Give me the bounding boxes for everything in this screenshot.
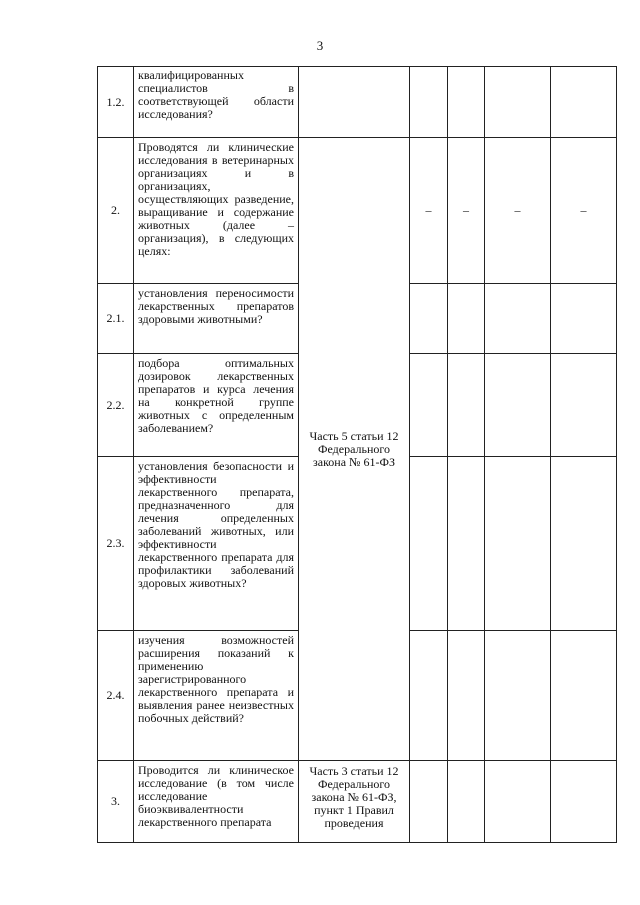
row-number: 3.	[98, 761, 134, 843]
answer-cell	[551, 631, 617, 761]
answer-cell	[485, 284, 551, 354]
checklist-table	[97, 66, 617, 843]
question-text: Проводится ли клиническое исследование (в том числе исследование биоэквивалентности лекарственного препарата	[134, 761, 299, 843]
dash-mark: –	[410, 138, 448, 284]
answer-cell	[485, 761, 551, 843]
answer-cell	[410, 631, 448, 761]
answer-cell	[410, 284, 448, 354]
table-row	[98, 761, 617, 843]
question-text: установления безопасности и эффективности лекарственного препарата, предназначенного для лечения определенных заболеваний животных, или эффективности лекарственного препарата для профилактики заболеваний здоровых животных?	[134, 457, 299, 631]
answer-cell	[485, 457, 551, 631]
row-number: 2.	[98, 138, 134, 284]
answer-cell	[448, 284, 485, 354]
table-row	[98, 67, 617, 138]
answer-cell	[551, 284, 617, 354]
answer-cell	[448, 631, 485, 761]
row-number: 2.3.	[98, 457, 134, 631]
row-number: 1.2.	[98, 67, 134, 138]
answer-cell	[410, 67, 448, 138]
answer-cell	[485, 631, 551, 761]
answer-cell	[448, 354, 485, 457]
row-number: 2.2.	[98, 354, 134, 457]
question-text: подбора оптимальных дозировок лекарственных препаратов и курса лечения на конкретной группе животных с определенным заболеванием?	[134, 354, 299, 457]
answer-cell	[410, 761, 448, 843]
answer-cell	[551, 67, 617, 138]
question-text: Проводятся ли клинические исследования в ветеринарных организациях и в организациях, осуществляющих разведение, выращивание и содержание животных (далее – организация), в следующих целях:	[134, 138, 299, 284]
dash-mark: –	[485, 138, 551, 284]
answer-cell	[448, 457, 485, 631]
answer-cell	[448, 761, 485, 843]
question-text: изучения возможностей расширения показаний к применению зарегистрированного лекарственного препарата и выявления ранее неизвестных побочных действий?	[134, 631, 299, 761]
answer-cell	[485, 354, 551, 457]
dash-mark: –	[551, 138, 617, 284]
answer-cell	[410, 457, 448, 631]
law-cell	[299, 67, 410, 138]
answer-cell	[410, 354, 448, 457]
law-reference: Часть 5 статьи 12 Федерального закона № 61-ФЗ	[299, 138, 410, 761]
table-row	[98, 138, 617, 284]
page-number: 3	[316, 38, 324, 53]
answer-cell	[551, 354, 617, 457]
answer-cell	[551, 457, 617, 631]
row-number: 2.4.	[98, 631, 134, 761]
dash-mark: –	[448, 138, 485, 284]
law-reference: Часть 3 статьи 12 Федерального закона № 61-ФЗ, пункт 1 Правил проведения	[299, 761, 410, 843]
row-number: 2.1.	[98, 284, 134, 354]
answer-cell	[485, 67, 551, 138]
question-text: установления переносимости лекарственных препаратов здоровыми животными?	[134, 284, 299, 354]
answer-cell	[448, 67, 485, 138]
answer-cell	[551, 761, 617, 843]
question-text: квалифицированных специалистов в соответствующей области исследования?	[134, 67, 299, 138]
